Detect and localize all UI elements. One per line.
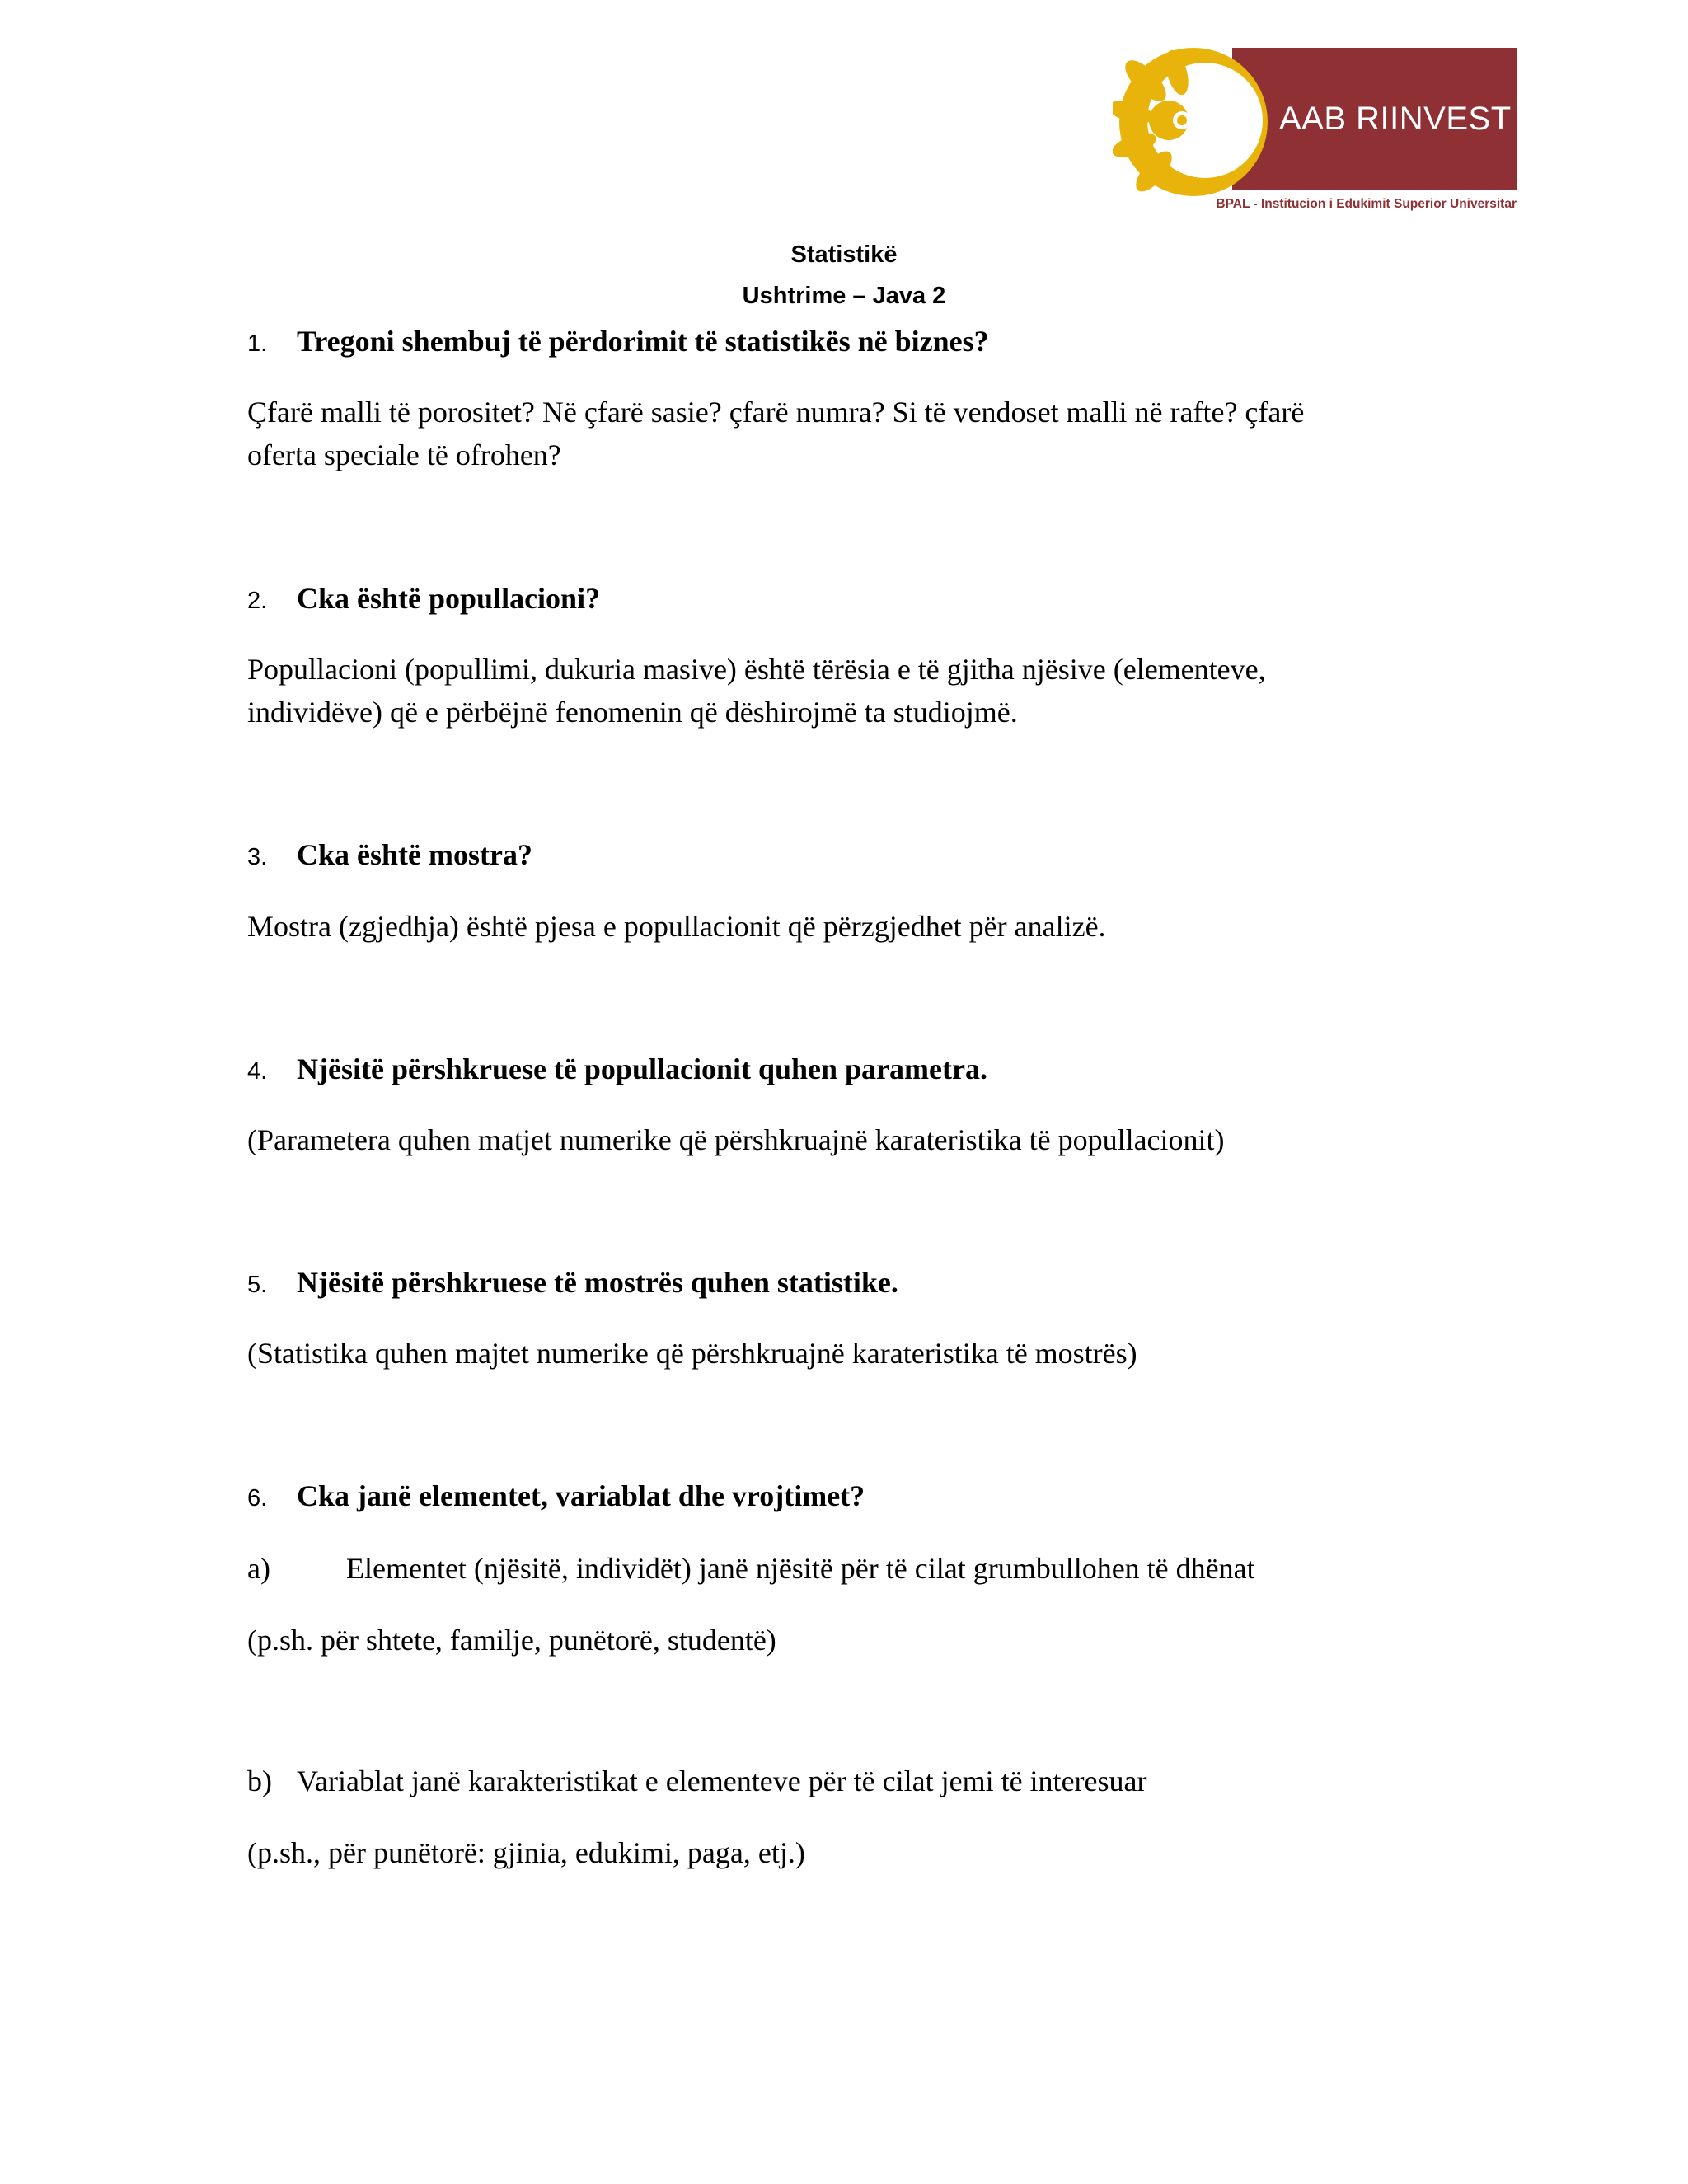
item-text: Variablat janë karakteristikat e elementeve për të cilat jemi të interesuar [297,1765,1147,1797]
answer-line: (Parametera quhen matjet numerike që përshkruajnë karateristika të popullacionit) [247,1123,1225,1156]
question-3 [247,837,532,872]
answer-line: oferta speciale të ofrohen? [247,438,561,471]
document-title: Statistikë [790,241,898,268]
item-note: (p.sh., për punëtorë: gjinia, edukimi, paga, etj.) [247,1836,805,1869]
document-subtitle: Ushtrime – Java 2 [742,283,946,309]
answer-line: Popullacioni (popullimi, dukuria masive) është tërësia e të gjitha njësive (elementeve, [247,653,1266,686]
answer-4 [247,1118,1225,1161]
answer-6-item-b-note [247,1835,805,1870]
question-6 [247,1479,865,1513]
answer-6-item-a-note [247,1623,776,1657]
question-text: Njësitë përshkruese të mostrës quhen statistike. [297,1266,898,1299]
item-text: Elementet (njësitë, individët) janë njësitë për të cilat grumbullohen të dhënat [346,1552,1255,1585]
question-1 [247,324,989,359]
answer-5 [247,1332,1137,1375]
question-number: 5. [247,1272,268,1298]
answer-line: Mostra (zgjedhja) është pjesa e popullacionit që përzgjedhet për analizë. [247,910,1106,943]
sun-rays-logo-icon [1113,48,1269,196]
question-5 [247,1265,898,1300]
question-text: Tregoni shembuj të përdorimit të statistikës në biznes? [297,325,989,358]
question-number: 1. [247,330,268,357]
question-number: 6. [247,1485,268,1511]
question-number: 3. [247,844,268,870]
question-number: 4. [247,1058,268,1085]
logo-subtitle: BPAL - Institucion i Edukimit Superior Universitar [1216,197,1517,211]
answer-3 [247,905,1106,948]
logo-name: AAB RIINVEST [1279,101,1512,137]
answer-6-item-a [247,1551,1255,1586]
question-text: Njësitë përshkruese të popullacionit quhen parametra. [297,1052,987,1085]
question-4 [247,1052,987,1086]
question-text: Cka është mostra? [297,838,532,871]
item-note: (p.sh. për shtete, familje, punëtorë, studentë) [247,1624,776,1657]
question-2 [247,581,600,616]
answer-line: Çfarë malli të porositet? Në çfarë sasie? çfarë numra? Si të vendoset malli në rafte? çfarë [247,396,1305,429]
university-logo [1113,48,1517,217]
answer-2 [247,648,1266,733]
answer-6-item-b [247,1764,1146,1798]
question-text: Cka është popullacioni? [297,582,601,615]
question-number: 2. [247,588,268,614]
item-marker: a) [247,1552,270,1585]
answer-line: (Statistika quhen majtet numerike që përshkruajnë karateristika të mostrës) [247,1337,1137,1370]
answer-1 [247,391,1304,476]
item-marker: b) [247,1765,272,1797]
question-text: Cka janë elementet, variablat dhe vrojtimet? [297,1479,865,1512]
answer-line: individëve) që e përbëjnë fenomenin që dëshirojmë ta studiojmë. [247,696,1018,729]
